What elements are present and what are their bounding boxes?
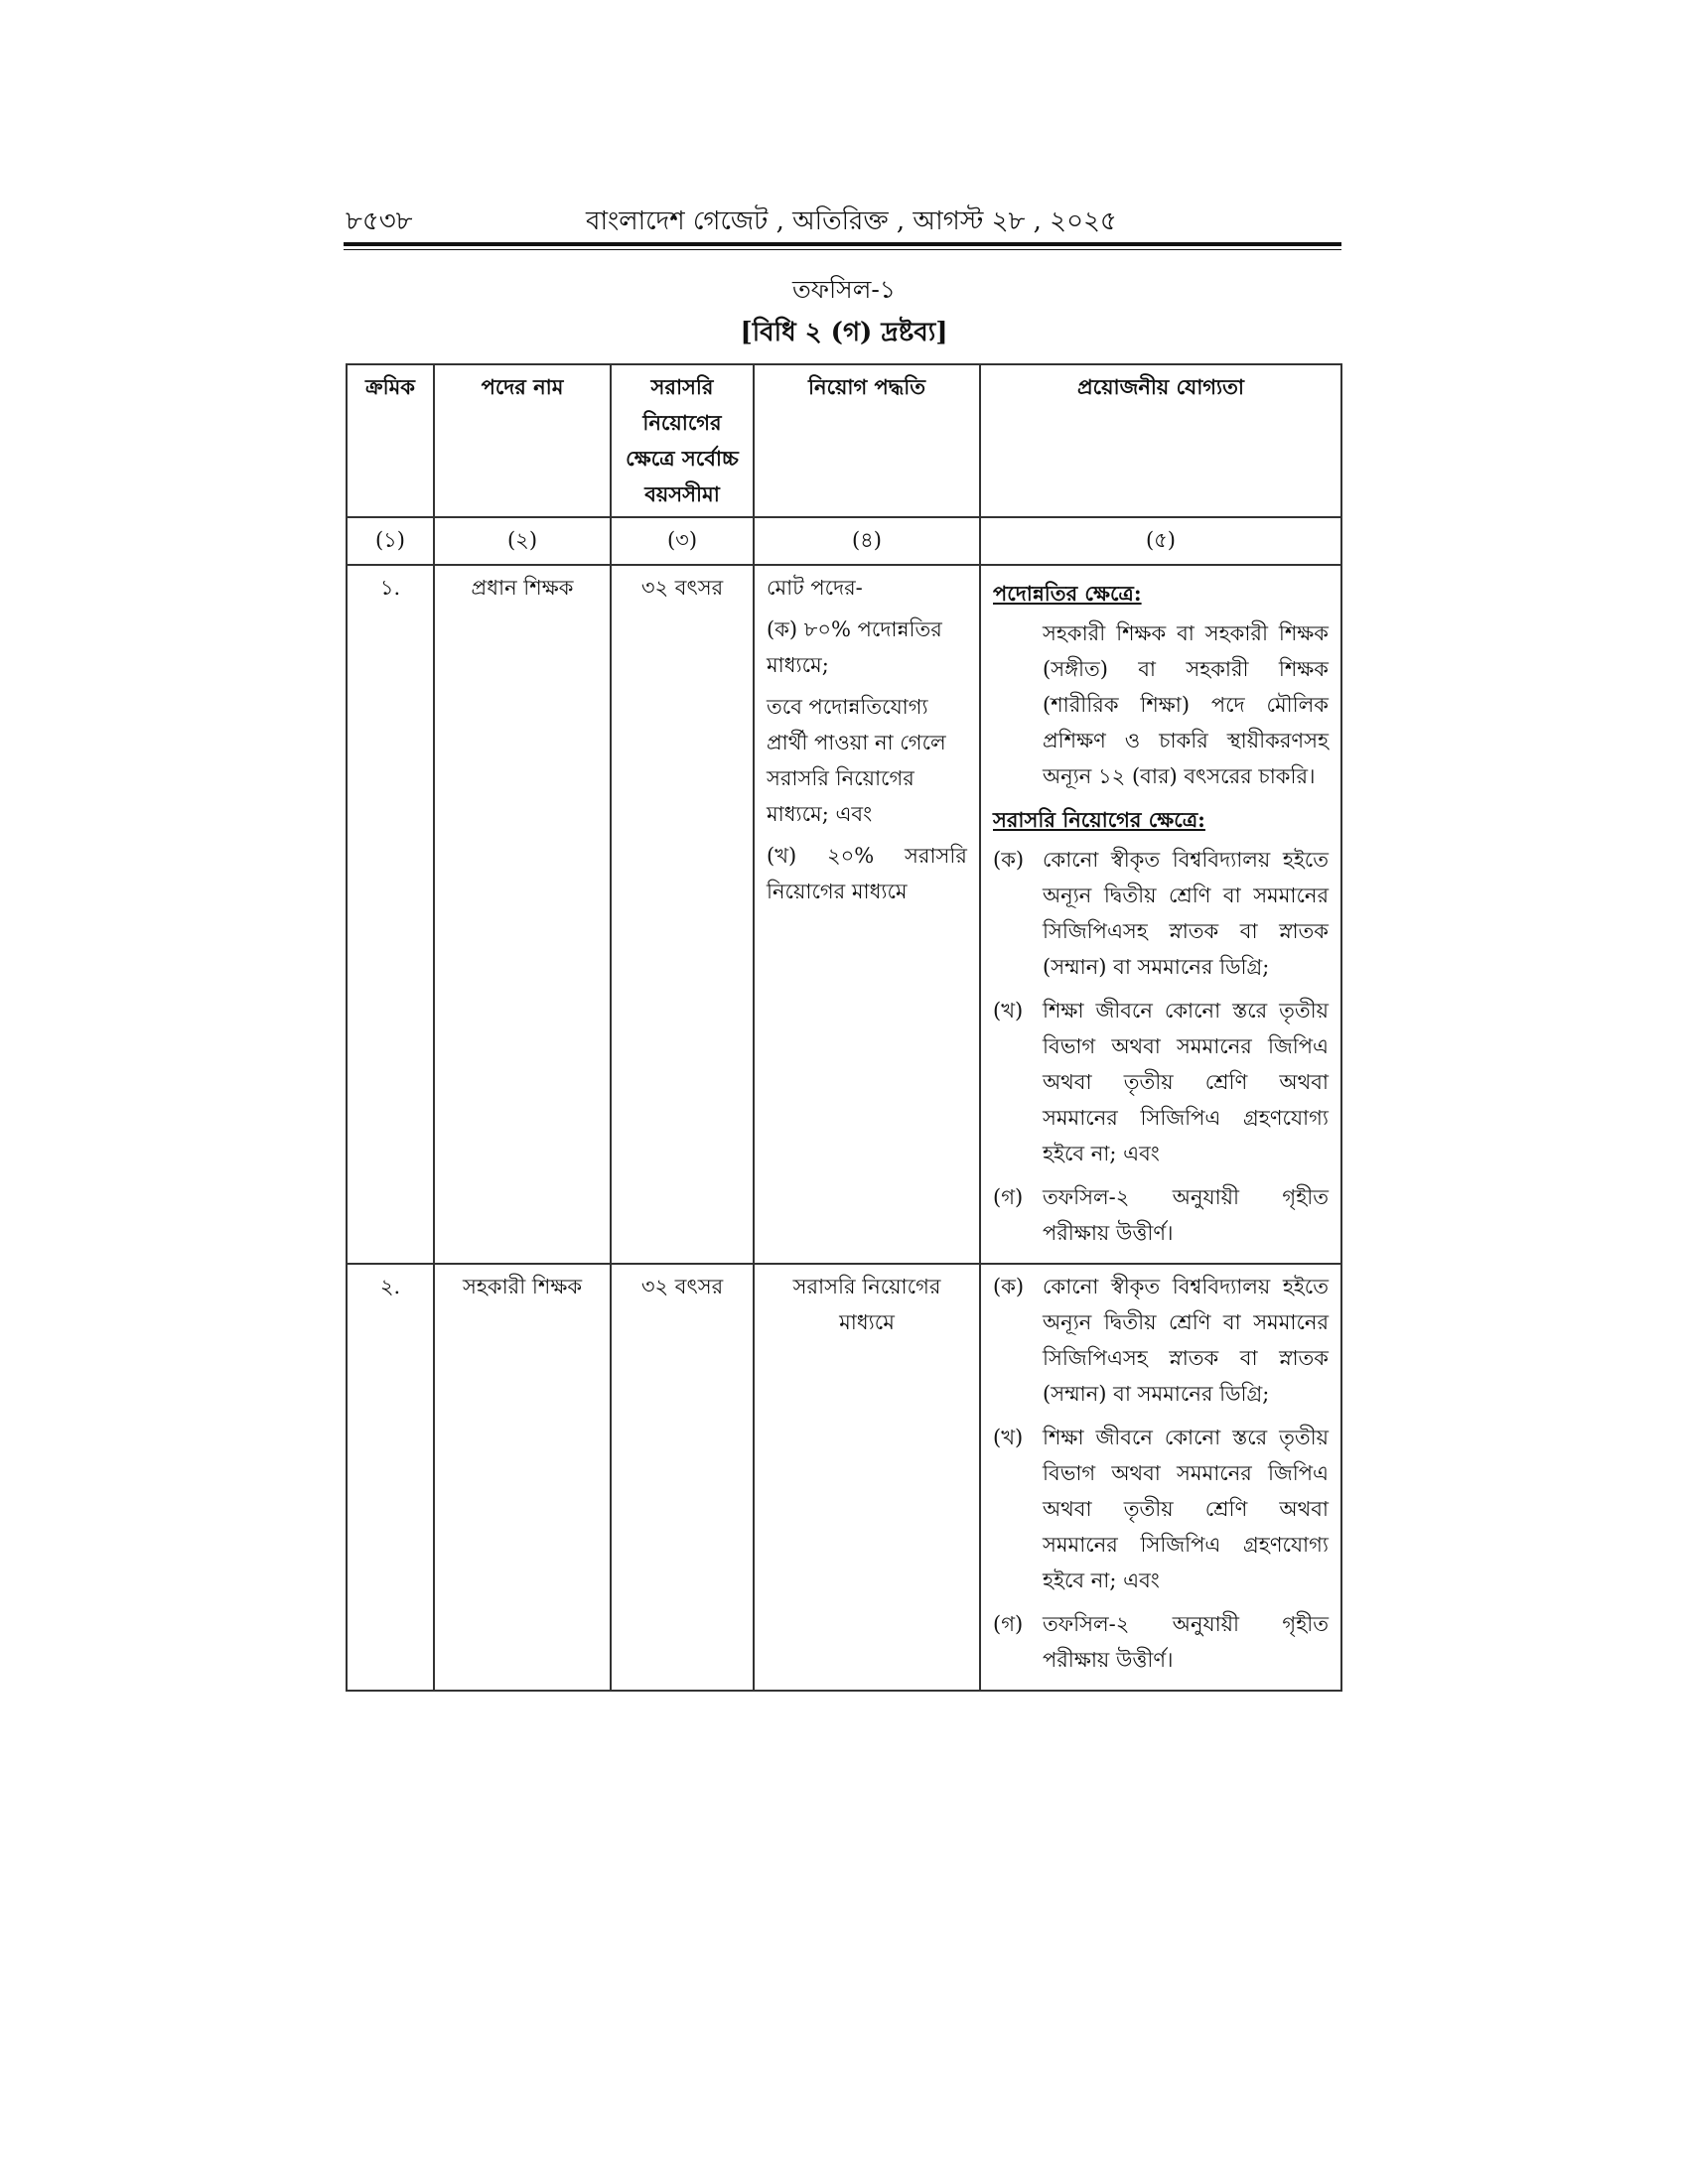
header-rule-thick bbox=[344, 242, 1341, 246]
row-post-name: সহকারী শিক্ষক bbox=[434, 1264, 611, 1691]
qualification-item bbox=[993, 1606, 1329, 1678]
item-text: তফসিল-২ অনুযায়ী গৃহীত পরীক্ষায় উত্তীর্ণ। bbox=[1043, 1612, 1329, 1672]
row-age-limit: ৩২ বৎসর bbox=[611, 565, 754, 1264]
row-post-name: প্রধান শিক্ষক bbox=[434, 565, 611, 1264]
item-label: (খ) bbox=[993, 1426, 1024, 1449]
schedule-title: তফসিল-১ bbox=[792, 275, 896, 304]
row-age-limit: ৩২ বৎসর bbox=[611, 1264, 754, 1691]
gazette-header-title: বাংলাদেশ গেজেট , অতিরিক্ত , আগস্ট ২৮ , ২০২৫ bbox=[586, 206, 1117, 236]
row-serial: ২. bbox=[347, 1264, 434, 1691]
header-serial: ক্রমিক bbox=[347, 364, 434, 517]
header-qualifications: প্রয়োজনীয় যোগ্যতা bbox=[980, 364, 1341, 517]
item-text: কোনো স্বীকৃত বিশ্ববিদ্যালয় হইতে অন্যূন দ্বিতীয় শ্রেণি বা সমমানের সিজিপিএসহ স্নাতক বা স্নাতক (সম্মান) বা সমমানের ডিগ্রি; bbox=[1043, 1275, 1329, 1406]
item-text: কোনো স্বীকৃত বিশ্ববিদ্যালয় হইতে অন্যূন দ্বিতীয় শ্রেণি বা সমমানের সিজিপিএসহ স্নাতক বা স্নাতক (সম্মান) বা সমমানের ডিগ্রি; bbox=[1043, 848, 1329, 979]
item-label: (খ) bbox=[993, 999, 1024, 1023]
table-row bbox=[347, 565, 1341, 1264]
qualification-item bbox=[993, 1179, 1329, 1251]
page-number: ৮৫৩৮ bbox=[346, 206, 413, 236]
table-header-row bbox=[347, 364, 1341, 517]
item-label: (গ) bbox=[993, 1185, 1024, 1209]
row-serial: ১. bbox=[347, 565, 434, 1264]
column-number: (৩) bbox=[611, 517, 754, 565]
header-post-name: পদের নাম bbox=[434, 364, 611, 517]
item-text: শিক্ষা জীবনে কোনো স্তরে তৃতীয় বিভাগ অথবা সমমানের জিপিএ অথবা তৃতীয় শ্রেণি অথবা সমমানের সিজিপিএ গ্রহণযোগ্য হইবে না; এবং bbox=[1043, 999, 1329, 1165]
item-text: তফসিল-২ অনুযায়ী গৃহীত পরীক্ষায় উত্তীর্ণ। bbox=[1043, 1185, 1329, 1245]
column-number: (৪) bbox=[754, 517, 980, 565]
method-line: (ক) ৮০% পদোন্নতির মাধ্যমে; bbox=[767, 617, 942, 677]
row-method bbox=[754, 1264, 980, 1691]
schedule-reference: [বিধি ২ (গ) দ্রষ্টব্য] bbox=[740, 318, 948, 347]
qualification-item bbox=[993, 1269, 1329, 1412]
column-number: (১) bbox=[347, 517, 434, 565]
item-text: শিক্ষা জীবনে কোনো স্তরে তৃতীয় বিভাগ অথবা সমমানের জিপিএ অথবা তৃতীয় শ্রেণি অথবা সমমানের সিজিপিএ গ্রহণযোগ্য হইবে না; এবং bbox=[1043, 1426, 1329, 1592]
method-line: (খ) ২০% সরাসরি নিয়োগের মাধ্যমে bbox=[767, 844, 967, 903]
direct-recruitment-heading: সরাসরি নিয়োগের ক্ষেত্রে: bbox=[993, 807, 1205, 832]
header-rule-thin bbox=[344, 249, 1341, 250]
qualification-item bbox=[993, 993, 1329, 1171]
qualification-item bbox=[993, 842, 1329, 985]
promotion-text: সহকারী শিক্ষক বা সহকারী শিক্ষক (সঙ্গীত) বা সহকারী শিক্ষক (শারীরিক শিক্ষা) পদে মৌলিক প্রশিক্ষণ ও চাকরি স্থায়ীকরণসহ অন্যূন ১২ (বার) বৎসরের চাকরি। bbox=[1043, 621, 1329, 788]
column-number-row bbox=[347, 517, 1341, 565]
row-method bbox=[754, 565, 980, 1264]
row-qualifications bbox=[980, 1264, 1341, 1691]
schedule-table bbox=[346, 363, 1342, 1692]
item-label: (ক) bbox=[993, 848, 1025, 872]
promotion-heading: পদোন্নতির ক্ষেত্রে: bbox=[993, 581, 1142, 606]
method-line: তবে পদোন্নতিযোগ্য প্রার্থী পাওয়া না গেলে সরাসরি নিয়োগের মাধ্যমে; এবং bbox=[767, 695, 946, 826]
qualification-item bbox=[993, 1420, 1329, 1598]
method-line: মোট পদের- bbox=[767, 576, 863, 600]
column-number: (২) bbox=[434, 517, 611, 565]
item-label: (ক) bbox=[993, 1275, 1025, 1298]
item-label: (গ) bbox=[993, 1612, 1024, 1636]
row-qualifications bbox=[980, 565, 1341, 1264]
method-line: সরাসরি নিয়োগের মাধ্যমে bbox=[792, 1275, 941, 1334]
header-recruitment-method: নিয়োগ পদ্ধতি bbox=[754, 364, 980, 517]
column-number: (৫) bbox=[980, 517, 1341, 565]
header-age-limit: সরাসরি নিয়োগের ক্ষেত্রে সর্বোচ্চ বয়সসীমা bbox=[611, 364, 754, 517]
table-row bbox=[347, 1264, 1341, 1691]
